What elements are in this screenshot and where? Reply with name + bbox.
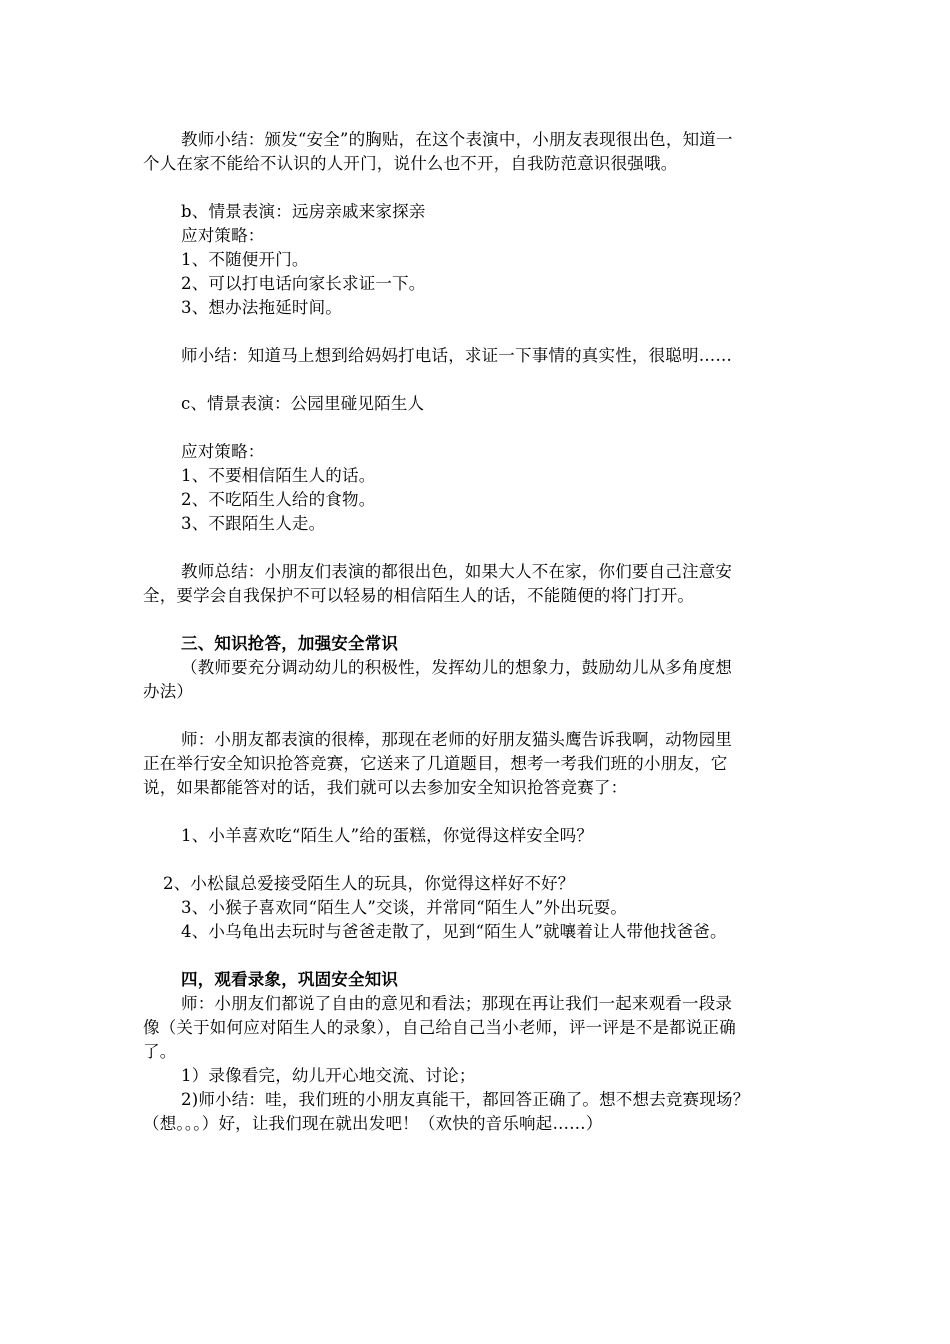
quiz-question-3: 3、小猴子喜欢同“陌生人”交谈，并常同“陌生人”外出玩耍。 (181, 898, 628, 917)
section-four-heading: 四，观看录象，巩固安全知识 (181, 970, 399, 989)
video-intro-line-1: 师：小朋友们都说了自由的意见和看法；那现在再让我们一起来观看一段录 (181, 994, 733, 1013)
video-intro-line-3: 了。 (143, 1042, 177, 1061)
teacher-conclusion-line-2: 全，要学会自我保护不可以轻易的相信陌生人的话，不能随便的将门打开。 (143, 586, 695, 605)
quiz-intro-line-3: 说，如果都能答对的话，我们就可以去参加安全知识抢答竞赛了： (143, 778, 628, 797)
strategy-b-3: 3、想办法拖延时间。 (181, 298, 342, 317)
video-step-2-line-2: （想。。。）好，让我们现在就出发吧！（欢快的音乐响起……） (143, 1114, 603, 1133)
video-step-1: 1）录像看完，幼儿开心地交流、讨论； (181, 1066, 476, 1085)
strategy-label-b: 应对策略： (181, 226, 265, 245)
section-three-heading: 三、知识抢答，加强安全常识 (181, 634, 399, 653)
strategy-c-1: 1、不要相信陌生人的话。 (181, 466, 376, 485)
section-three-note-line-2: 办法） (143, 682, 194, 701)
quiz-question-1: 1、小羊喜欢吃“陌生人”给的蛋糕，你觉得这样安全吗？ (181, 826, 594, 845)
scenario-c-title: c、情景表演：公园里碰见陌生人 (181, 394, 425, 413)
section-three-note-line-1: （教师要充分调动幼儿的积极性，发挥幼儿的想象力，鼓励幼儿从多角度想 (181, 658, 733, 677)
summary-line-2: 个人在家不能给不认识的人开门，说什么也不开，自我防范意识很强哦。 (143, 154, 678, 173)
teacher-conclusion-line-1: 教师总结：小朋友们表演的都很出色，如果大人不在家，你们要自己注意安 (181, 562, 733, 581)
quiz-question-2: 2、小松鼠总爱接受陌生人的玩具，你觉得这样好不好？ (163, 874, 575, 893)
teacher-summary-b: 师小结：知道马上想到给妈妈打电话，求证一下事情的真实性，很聪明…… (181, 346, 733, 365)
strategy-label-c: 应对策略： (181, 442, 265, 461)
video-step-2-line-1: 2)师小结：哇，我们班的小朋友真能干，都回答正确了。想不想去竞赛现场？ (181, 1090, 750, 1109)
summary-line-1: 教师小结：颁发“安全”的胸贴，在这个表演中，小朋友表现很出色，知道一 (181, 130, 733, 149)
quiz-question-4: 4、小乌龟出去玩时与爸爸走散了，见到“陌生人”就嚷着让人带他找爸爸。 (181, 922, 727, 941)
strategy-c-3: 3、不跟陌生人走。 (181, 514, 326, 533)
strategy-b-2: 2、可以打电话向家长求证一下。 (181, 274, 426, 293)
quiz-intro-line-1: 师：小朋友都表演的很棒，那现在老师的好朋友猫头鹰告诉我啊，动物园里 (181, 730, 733, 749)
video-intro-line-2: 像（关于如何应对陌生人的录象），自己给自己当小老师，评一评是不是都说正确 (143, 1018, 736, 1037)
quiz-intro-line-2: 正在举行安全知识抢答竞赛，它送来了几道题目，想考一考我们班的小朋友，它 (143, 754, 728, 773)
strategy-c-2: 2、不吃陌生人给的食物。 (181, 490, 376, 509)
strategy-b-1: 1、不随便开门。 (181, 250, 309, 269)
scenario-b-title: b、情景表演：远房亲戚来家探亲 (181, 202, 426, 221)
